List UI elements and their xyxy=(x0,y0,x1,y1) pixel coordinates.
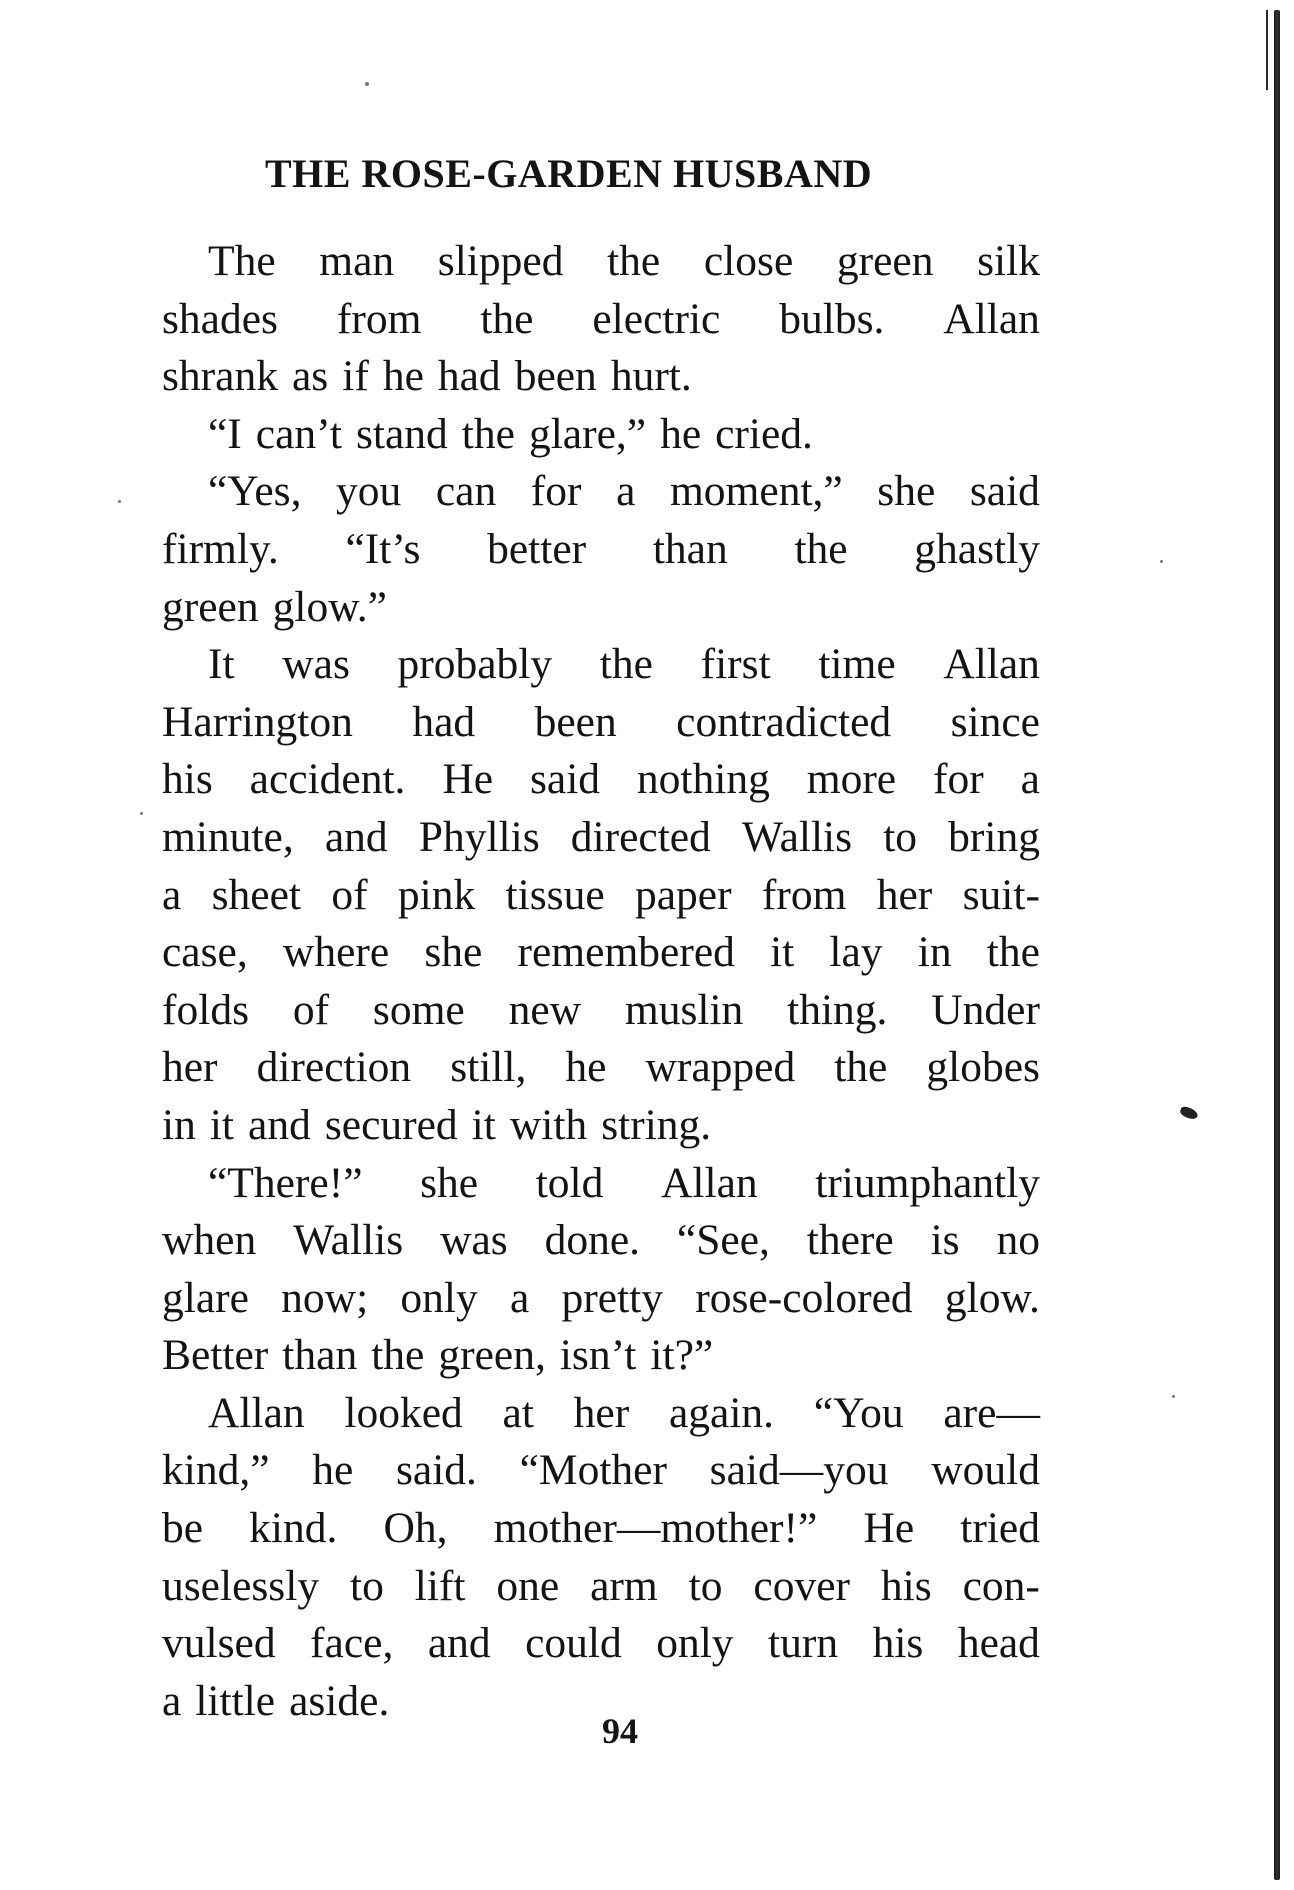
word: since xyxy=(950,697,1040,746)
word: more xyxy=(806,755,897,804)
word: done. xyxy=(544,1216,641,1265)
word: Better xyxy=(162,1331,269,1380)
text-line xyxy=(162,636,1040,694)
word: glow.” xyxy=(272,582,387,631)
word: when xyxy=(162,1216,257,1265)
word: isn’t xyxy=(559,1331,637,1380)
paper-speck xyxy=(1172,1395,1175,1398)
word: firmly. xyxy=(162,524,279,573)
word: contradicted xyxy=(676,697,892,746)
word: still, xyxy=(450,1043,527,1092)
word: at xyxy=(502,1388,534,1437)
word: his xyxy=(880,1561,932,1610)
word: the xyxy=(986,928,1040,977)
word: can xyxy=(435,467,497,516)
text-line xyxy=(162,924,1040,982)
word: looked xyxy=(344,1388,463,1437)
word: now; xyxy=(281,1273,369,1322)
text-line xyxy=(162,1442,1040,1500)
paper-speck xyxy=(118,500,121,503)
word: kind. xyxy=(249,1504,338,1553)
word: and xyxy=(427,1619,491,1668)
word: “Mother xyxy=(519,1446,667,1495)
text-line xyxy=(162,1270,1040,1328)
word: slipped xyxy=(437,237,564,285)
word: said xyxy=(969,467,1040,516)
text-line xyxy=(162,521,1040,579)
word: to xyxy=(349,1561,384,1610)
word: he xyxy=(382,352,424,401)
text-line xyxy=(162,1097,1040,1155)
text-line xyxy=(162,1615,1040,1673)
word: of xyxy=(292,985,330,1034)
word: a xyxy=(1020,755,1040,804)
word: sheet xyxy=(211,870,302,919)
word: you xyxy=(336,467,402,516)
word: green xyxy=(162,582,259,631)
word: it?” xyxy=(650,1331,714,1380)
word: would xyxy=(931,1446,1040,1495)
page-binding-edge-thin xyxy=(1266,10,1268,90)
word: only xyxy=(656,1619,734,1668)
word: been xyxy=(514,352,597,401)
word: Wallis xyxy=(742,812,853,861)
paper-speck xyxy=(140,812,143,815)
word: is xyxy=(930,1216,960,1265)
paper-speck xyxy=(1160,560,1163,563)
word: again. xyxy=(668,1388,775,1437)
word: she xyxy=(877,467,936,516)
text-line xyxy=(162,1039,1040,1097)
word: his xyxy=(872,1619,924,1668)
word: Oh, xyxy=(383,1504,448,1553)
text-line xyxy=(162,1327,1040,1385)
word: “There!” xyxy=(208,1158,363,1207)
word: a xyxy=(162,870,182,919)
word: only xyxy=(400,1273,478,1322)
page-number: 94 xyxy=(602,1711,638,1751)
word: thing. xyxy=(787,985,888,1034)
text-line xyxy=(162,1500,1040,1558)
word: had xyxy=(412,697,476,746)
running-head: THE ROSE-GARDEN HUSBAND xyxy=(265,151,873,196)
word: to xyxy=(883,812,918,861)
word: wrapped xyxy=(645,1043,796,1092)
word: green xyxy=(836,237,934,285)
word: shades xyxy=(162,294,278,343)
word: “See, xyxy=(676,1216,770,1265)
word: turn xyxy=(768,1619,839,1668)
word: her xyxy=(573,1388,630,1437)
word: the xyxy=(794,524,848,573)
text-line xyxy=(162,233,1040,291)
word: he xyxy=(660,409,702,458)
word: head xyxy=(957,1619,1040,1668)
word: Allan xyxy=(943,640,1040,689)
word: and xyxy=(248,1100,311,1149)
word: “You xyxy=(813,1388,904,1437)
word: secured xyxy=(324,1100,458,1149)
word: lay xyxy=(829,928,883,977)
word: and xyxy=(324,812,388,861)
text-line xyxy=(162,463,1040,521)
word: moment,” xyxy=(669,467,843,516)
word: “It’s xyxy=(345,524,421,573)
word: could xyxy=(525,1619,622,1668)
word: stand xyxy=(355,409,448,458)
word: glow. xyxy=(944,1273,1040,1322)
word: arm xyxy=(590,1561,658,1610)
word: “Yes, xyxy=(208,467,302,516)
page-binding-edge xyxy=(1274,10,1280,1880)
word: the xyxy=(480,294,534,343)
word: from xyxy=(761,870,847,919)
word: Harrington xyxy=(162,697,353,746)
ink-blot xyxy=(1179,1105,1199,1121)
word: than xyxy=(282,1331,358,1380)
word: He xyxy=(442,755,494,804)
word: new xyxy=(508,985,582,1034)
text-line xyxy=(162,751,1040,809)
word: nothing xyxy=(636,755,770,804)
word: a xyxy=(616,467,636,516)
word: cried. xyxy=(715,409,813,458)
word: It xyxy=(208,640,235,689)
text-line xyxy=(162,1558,1040,1616)
word: Allan xyxy=(660,1158,758,1207)
word: “I xyxy=(208,409,242,458)
word: no xyxy=(996,1216,1040,1265)
word: where xyxy=(282,928,390,977)
word: case, xyxy=(162,928,248,977)
word: kind,” xyxy=(162,1446,270,1495)
word: electric xyxy=(592,294,721,343)
word: time xyxy=(818,640,896,689)
text-line xyxy=(162,1385,1040,1443)
word: Under xyxy=(931,985,1040,1034)
text-line xyxy=(162,982,1040,1040)
word: of xyxy=(331,870,368,919)
word: first xyxy=(700,640,771,689)
word: for xyxy=(933,755,984,804)
word: pink xyxy=(397,870,476,919)
text-line xyxy=(162,348,1040,406)
word: con- xyxy=(962,1561,1040,1610)
word: she xyxy=(420,1158,479,1207)
word: her xyxy=(162,1043,218,1092)
word: one xyxy=(496,1561,560,1610)
word: for xyxy=(530,467,582,516)
word: said. xyxy=(395,1446,477,1495)
word: his xyxy=(162,755,213,804)
word: had xyxy=(437,352,501,401)
word: bring xyxy=(948,812,1040,861)
word: accident. xyxy=(249,755,406,804)
text-line xyxy=(162,809,1040,867)
word: muslin xyxy=(624,985,744,1034)
word: pretty xyxy=(561,1273,663,1322)
word: be xyxy=(162,1504,204,1553)
word: a xyxy=(162,1676,182,1725)
word: some xyxy=(372,985,465,1034)
word: her xyxy=(876,870,933,919)
word: paper xyxy=(634,870,732,919)
word: green, xyxy=(438,1331,546,1380)
word: to xyxy=(688,1561,723,1610)
word: she xyxy=(424,928,483,977)
word: silk xyxy=(977,237,1040,285)
word: it xyxy=(209,1100,235,1149)
word: cover xyxy=(753,1561,851,1610)
word: string. xyxy=(601,1100,712,1149)
word: ghastly xyxy=(914,524,1040,573)
word: been xyxy=(534,697,617,746)
word: in xyxy=(162,1100,196,1149)
word: aside. xyxy=(289,1676,390,1725)
word: can’t xyxy=(255,409,342,458)
word: better xyxy=(487,524,587,573)
word: little xyxy=(195,1676,276,1725)
word: with xyxy=(509,1100,588,1149)
word: he xyxy=(565,1043,607,1092)
word: the xyxy=(461,409,515,458)
word: remembered xyxy=(517,928,735,977)
word: there xyxy=(806,1216,894,1265)
word: said—you xyxy=(709,1446,889,1495)
word: man xyxy=(319,237,395,285)
word: face, xyxy=(310,1619,394,1668)
word: directed xyxy=(570,812,711,861)
text-line xyxy=(162,291,1040,349)
word: He xyxy=(863,1504,915,1553)
word: mother—mother!” xyxy=(493,1504,818,1553)
text-line xyxy=(162,579,1040,637)
word: suit- xyxy=(962,870,1040,919)
word: it xyxy=(770,928,795,977)
word: lift xyxy=(414,1561,466,1610)
word: bulbs. xyxy=(779,294,885,343)
word: Wallis xyxy=(293,1216,404,1265)
word: if xyxy=(342,352,369,401)
body-text xyxy=(162,233,1040,1730)
word: direction xyxy=(256,1043,412,1092)
word: Allan xyxy=(208,1388,305,1437)
word: than xyxy=(652,524,728,573)
word: the xyxy=(371,1331,425,1380)
word: The xyxy=(208,237,276,285)
word: tried xyxy=(960,1504,1040,1553)
text-line xyxy=(162,406,1040,464)
word: probably xyxy=(397,640,553,689)
text-line xyxy=(162,694,1040,752)
word: was xyxy=(282,640,350,689)
word: the xyxy=(834,1043,888,1092)
word: the xyxy=(607,237,661,285)
paper-speck xyxy=(365,82,369,86)
word: tissue xyxy=(505,870,605,919)
word: glare,” xyxy=(528,409,647,458)
word: rose-colored xyxy=(695,1273,913,1322)
word: globes xyxy=(926,1043,1040,1092)
word: a xyxy=(509,1273,530,1322)
word: uselessly xyxy=(162,1561,320,1610)
word: Phyllis xyxy=(418,812,540,861)
word: was xyxy=(440,1216,508,1265)
word: close xyxy=(703,237,794,285)
word: hurt. xyxy=(610,352,692,401)
word: said xyxy=(529,755,601,804)
word: glare xyxy=(162,1273,249,1322)
text-line xyxy=(162,1212,1040,1270)
word: Allan xyxy=(943,294,1040,343)
word: the xyxy=(599,640,653,689)
word: it xyxy=(471,1100,496,1149)
word: triumphantly xyxy=(815,1158,1040,1207)
word: he xyxy=(312,1446,354,1495)
word: vulsed xyxy=(162,1619,276,1668)
word: folds xyxy=(162,985,249,1034)
word: from xyxy=(336,294,422,343)
word: told xyxy=(535,1158,604,1207)
word: shrank xyxy=(162,352,278,401)
word: minute, xyxy=(162,812,294,861)
text-line xyxy=(162,867,1040,925)
text-line xyxy=(162,1155,1040,1213)
word: as xyxy=(291,352,329,401)
word: in xyxy=(917,928,952,977)
word: are— xyxy=(943,1388,1040,1437)
